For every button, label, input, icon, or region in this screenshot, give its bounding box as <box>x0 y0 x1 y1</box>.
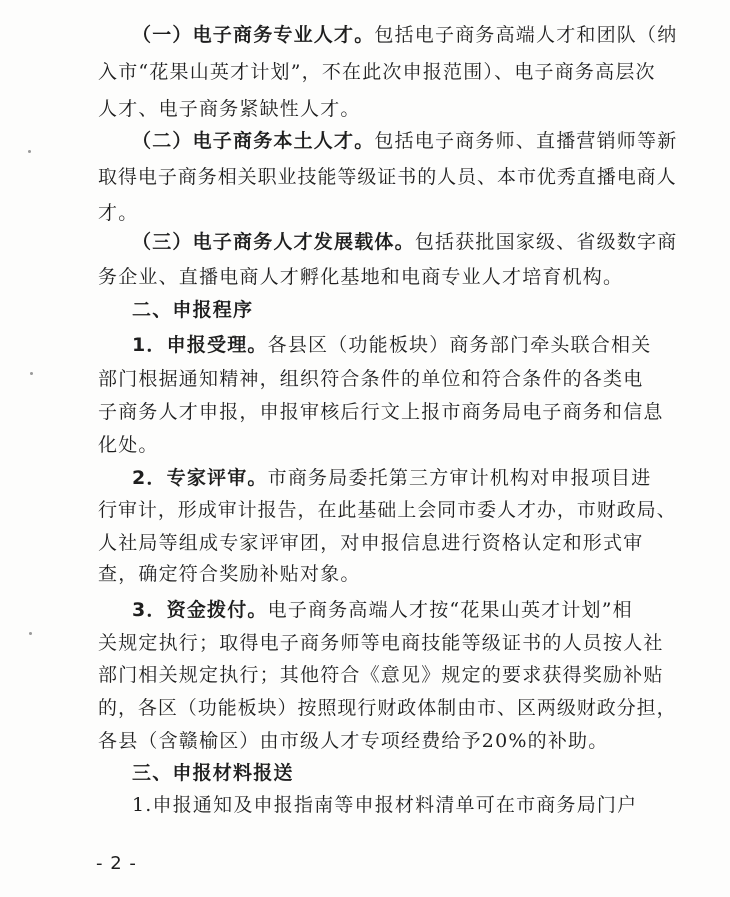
paragraph-text: 电子商务高端人才按“花果山英才计划”相 <box>267 599 633 621</box>
page-number: - 2 - <box>96 853 137 874</box>
paragraph-line <box>132 229 678 255</box>
paragraph-line <box>132 597 678 623</box>
paragraph-text: 包括电子商务师、直播营销师等新 <box>374 130 678 152</box>
paragraph-line: 化处。 <box>98 434 159 456</box>
paragraph-line: 子商务人才申报，申报审核后行文上报市商务局电子商务和信息 <box>98 401 664 423</box>
paragraph-line: 各县（含赣榆区）由市级人才专项经费给予20%的补助。 <box>98 730 609 752</box>
paragraph-line: 人才、电子商务紧缺性人才。 <box>98 98 361 120</box>
margin-mark <box>28 150 31 153</box>
paragraph-line: 人社局等组成专家评审团，对申报信息进行资格认定和形式审 <box>98 532 644 554</box>
paragraph-line: 行审计，形成审计报告，在此基础上会同市委人才办，市财政局、 <box>98 499 677 521</box>
paragraph-line: 查，确定符合奖励补贴对象。 <box>98 563 361 585</box>
paragraph-line <box>132 332 678 358</box>
paragraph-line: 部门根据通知精神，组织符合条件的单位和符合条件的各类电 <box>98 368 644 390</box>
paragraph-text: 包括电子商务高端人才和团队（纳 <box>374 24 678 46</box>
paragraph-line: 部门相关规定执行；其他符合《意见》规定的要求获得奖励补贴 <box>98 664 664 686</box>
paragraph-line <box>132 465 678 491</box>
paragraph-line: 1.申报通知及申报指南等申报材料清单可在市商务局门户 <box>132 794 638 816</box>
item-label: （一）电子商务专业人才。 <box>132 24 375 46</box>
paragraph-line: 务企业、直播电商人才孵化基地和电商专业人才培育机构。 <box>98 266 624 288</box>
paragraph-text: 市商务局委托第三方审计机构对申报项目进 <box>267 467 652 489</box>
paragraph-line: 入市“花果山英才计划”，不在此次申报范围）、电子商务高层次 <box>98 61 656 83</box>
item-label: （二）电子商务本土人才。 <box>132 130 375 152</box>
paragraph-line: 取得电子商务相关职业技能等级证书的人员、本市优秀直播电商人 <box>98 166 677 188</box>
item-label: 3．资金拨付。 <box>132 599 268 621</box>
paragraph-line: 的，各区（功能板块）按照现行财政体制由市、区两级财政分担， <box>98 697 677 719</box>
margin-mark <box>30 372 33 375</box>
section-heading: 二、申报程序 <box>132 299 254 321</box>
margin-mark <box>29 632 32 635</box>
item-label: 2．专家评审。 <box>132 467 268 489</box>
paragraph-line: 才。 <box>98 202 139 224</box>
section-heading: 三、申报材料报送 <box>132 762 294 784</box>
paragraph-line <box>132 22 678 48</box>
item-label: 1．申报受理。 <box>132 334 268 356</box>
paragraph-text: 各县区（功能板块）商务部门牵头联合相关 <box>267 334 652 356</box>
item-label: （三）电子商务人才发展载体。 <box>132 231 415 253</box>
paragraph-line <box>132 128 678 154</box>
paragraph-line: 关规定执行；取得电子商务师等电商技能等级证书的人员按人社 <box>98 632 664 654</box>
paragraph-text: 包括获批国家级、省级数字商 <box>414 231 678 253</box>
